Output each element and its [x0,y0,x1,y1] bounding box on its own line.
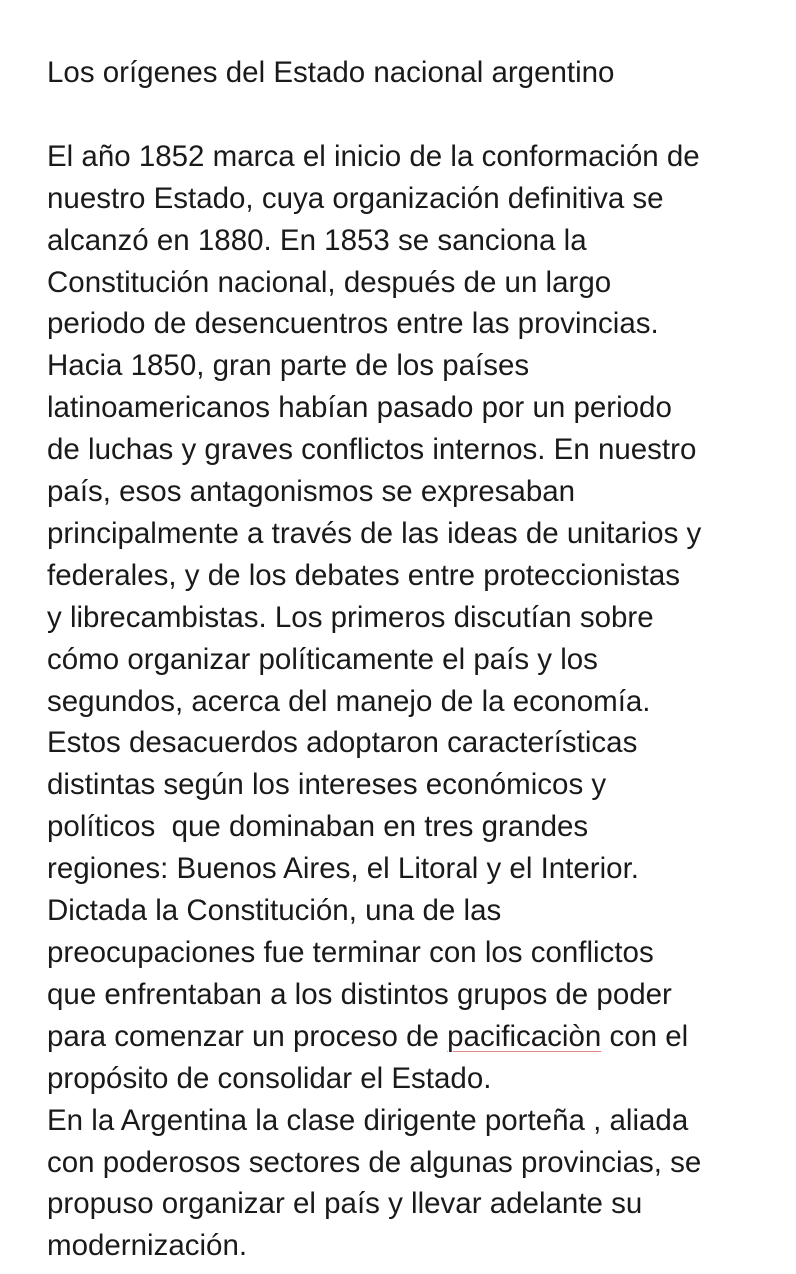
text-line-17: políticos que dominaban en tres grandes [47,810,589,844]
paragraph-main [47,136,777,1100]
text-line-22 [47,1016,777,1058]
text-line-14: segundos, acerca del manejo de la economía. [47,684,651,718]
text-line-13: cómo organizar políticamente el país y los [47,642,598,676]
text-line-18: regiones: Buenos Aires, el Litoral y el Interior. [47,852,639,886]
text-line-26: propuso organizar el país y llevar adelante su [47,1187,643,1221]
text-line-9: país, esos antagonismos se expresaban [47,475,576,509]
text-line-12: y librecambistas. Los primeros discutían sobre [47,600,654,634]
text-line-8: de luchas y graves conflictos internos. En nuestro [47,433,697,467]
paragraph-second [47,1100,777,1268]
text-line-4: Constitución nacional, después de un largo [47,265,612,299]
text-line-5: periodo de desencuentros entre las provincias. [47,307,659,341]
document-title: Los orígenes del Estado nacional argentino [47,56,615,89]
text-line-27: modernización. [47,1229,248,1263]
text-segment: con el [601,1019,689,1053]
spellcheck-flagged-word[interactable]: pacificaciòn [447,1019,602,1053]
blank-line [47,94,777,136]
text-segment: para comenzar un proceso de [47,1019,448,1053]
text-line-11: federales, y de los debates entre proteccionistas [47,558,680,592]
text-line-7: latinoamericanos habían pasado por un periodo [47,391,672,425]
text-line-21: que enfrentaban a los distintos grupos de poder [47,977,672,1011]
document-body [47,52,777,1267]
text-line-1: El año 1852 marca el inicio de la conformación de [47,139,700,173]
text-line-19: Dictada la Constitución, una de las [47,894,502,928]
text-line-20: preocupaciones fue terminar con los conflictos [47,936,654,970]
text-line-25: con poderosos sectores de algunas provincias, se [47,1145,702,1179]
text-line-2: nuestro Estado, cuya organización definitiva se [47,181,664,215]
text-line-15: Estos desacuerdos adoptaron características [47,726,638,760]
text-line-16: distintas según los intereses económicos y [47,768,607,802]
text-line-10: principalmente a través de las ideas de unitarios y [47,516,702,550]
text-line-24: En la Argentina la clase dirigente porteña , aliada [47,1103,689,1137]
text-line-23: propósito de consolidar el Estado. [47,1061,492,1095]
text-line-3: alcanzó en 1880. En 1853 se sanciona la [47,223,587,257]
text-line-6: Hacia 1850, gran parte de los países [47,349,530,383]
